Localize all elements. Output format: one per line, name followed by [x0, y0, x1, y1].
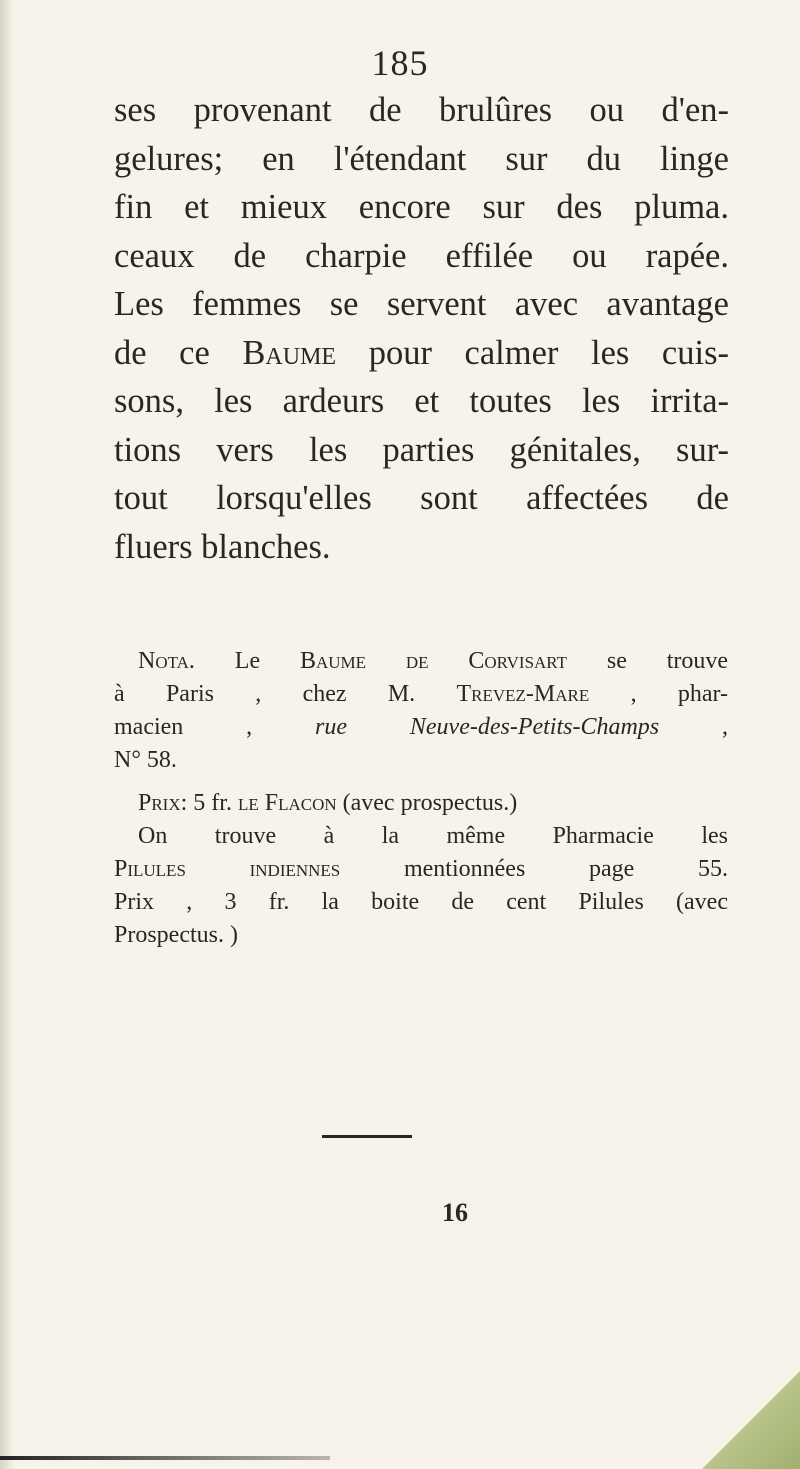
text-fragment: mentionnées page 55. — [403, 856, 729, 882]
text-line: ceaux de charpie effilée ou rapée. — [114, 236, 729, 275]
text-line: ses provenant de brulûres ou d'en- — [114, 91, 729, 129]
note-line: Prix , 3 fr. la boite de cent Pilules (avec — [114, 889, 728, 915]
nota-label: Nota. — [138, 648, 195, 674]
price-label: Prix — [138, 790, 181, 816]
text-fragment: pour calmer les cuis- — [368, 333, 729, 372]
price-line — [114, 787, 728, 820]
text-fragment: : 5 fr. — [180, 790, 232, 816]
text-fragment: , phar- — [630, 681, 729, 707]
page-edge-shadow — [0, 1456, 330, 1460]
text-fragment: macien , — [114, 714, 253, 740]
note-line — [114, 678, 728, 711]
page-number: 185 — [371, 43, 429, 83]
pilules-term: Pilules indiennes — [114, 856, 341, 882]
flacon-term: le Flacon — [237, 790, 337, 816]
note-line — [114, 645, 728, 678]
note-block — [114, 645, 728, 952]
note-line: On trouve à la même Pharmacie les — [138, 823, 728, 849]
pharmacist-name: Trevez-Mare — [456, 681, 590, 707]
section-rule — [322, 1135, 412, 1138]
text-fragment: (avec prospectus.) — [342, 790, 518, 816]
corner-stain — [690, 1359, 800, 1469]
note-line — [114, 711, 728, 744]
text-fragment: se trouve — [606, 648, 729, 674]
text-line — [114, 329, 729, 378]
body-paragraph — [114, 86, 729, 571]
baume-term: Baume — [242, 333, 337, 372]
text-fragment: à Paris , chez M. — [114, 681, 416, 707]
text-fragment: rue — [315, 714, 348, 740]
text-line: fluers blanches. — [114, 527, 331, 566]
signature-mark: 16 — [442, 1198, 468, 1227]
text-fragment: de ce — [114, 333, 210, 372]
text-line: fin et mieux encore sur des pluma. — [114, 188, 729, 226]
note-line: N° 58. — [114, 747, 177, 773]
text-line: tions vers les parties génitales, sur- — [114, 430, 729, 469]
text-fragment: , — [722, 714, 729, 740]
note-line — [114, 853, 728, 886]
product-name: Baume de Corvisart — [299, 648, 568, 674]
text-fragment: Le — [234, 648, 261, 674]
text-line: tout lorsqu'elles sont affectées de — [114, 479, 729, 517]
text-line: sons, les ardeurs et toutes les irrita- — [114, 382, 729, 420]
note-line: Prospectus. ) — [114, 922, 238, 948]
street-name: Neuve-des-Petits-Champs — [409, 714, 660, 740]
text-line: Les femmes se servent avec avantage — [114, 285, 729, 323]
text-line: gelures; en l'étendant sur du linge — [114, 139, 729, 178]
page-shadow — [0, 0, 14, 1469]
